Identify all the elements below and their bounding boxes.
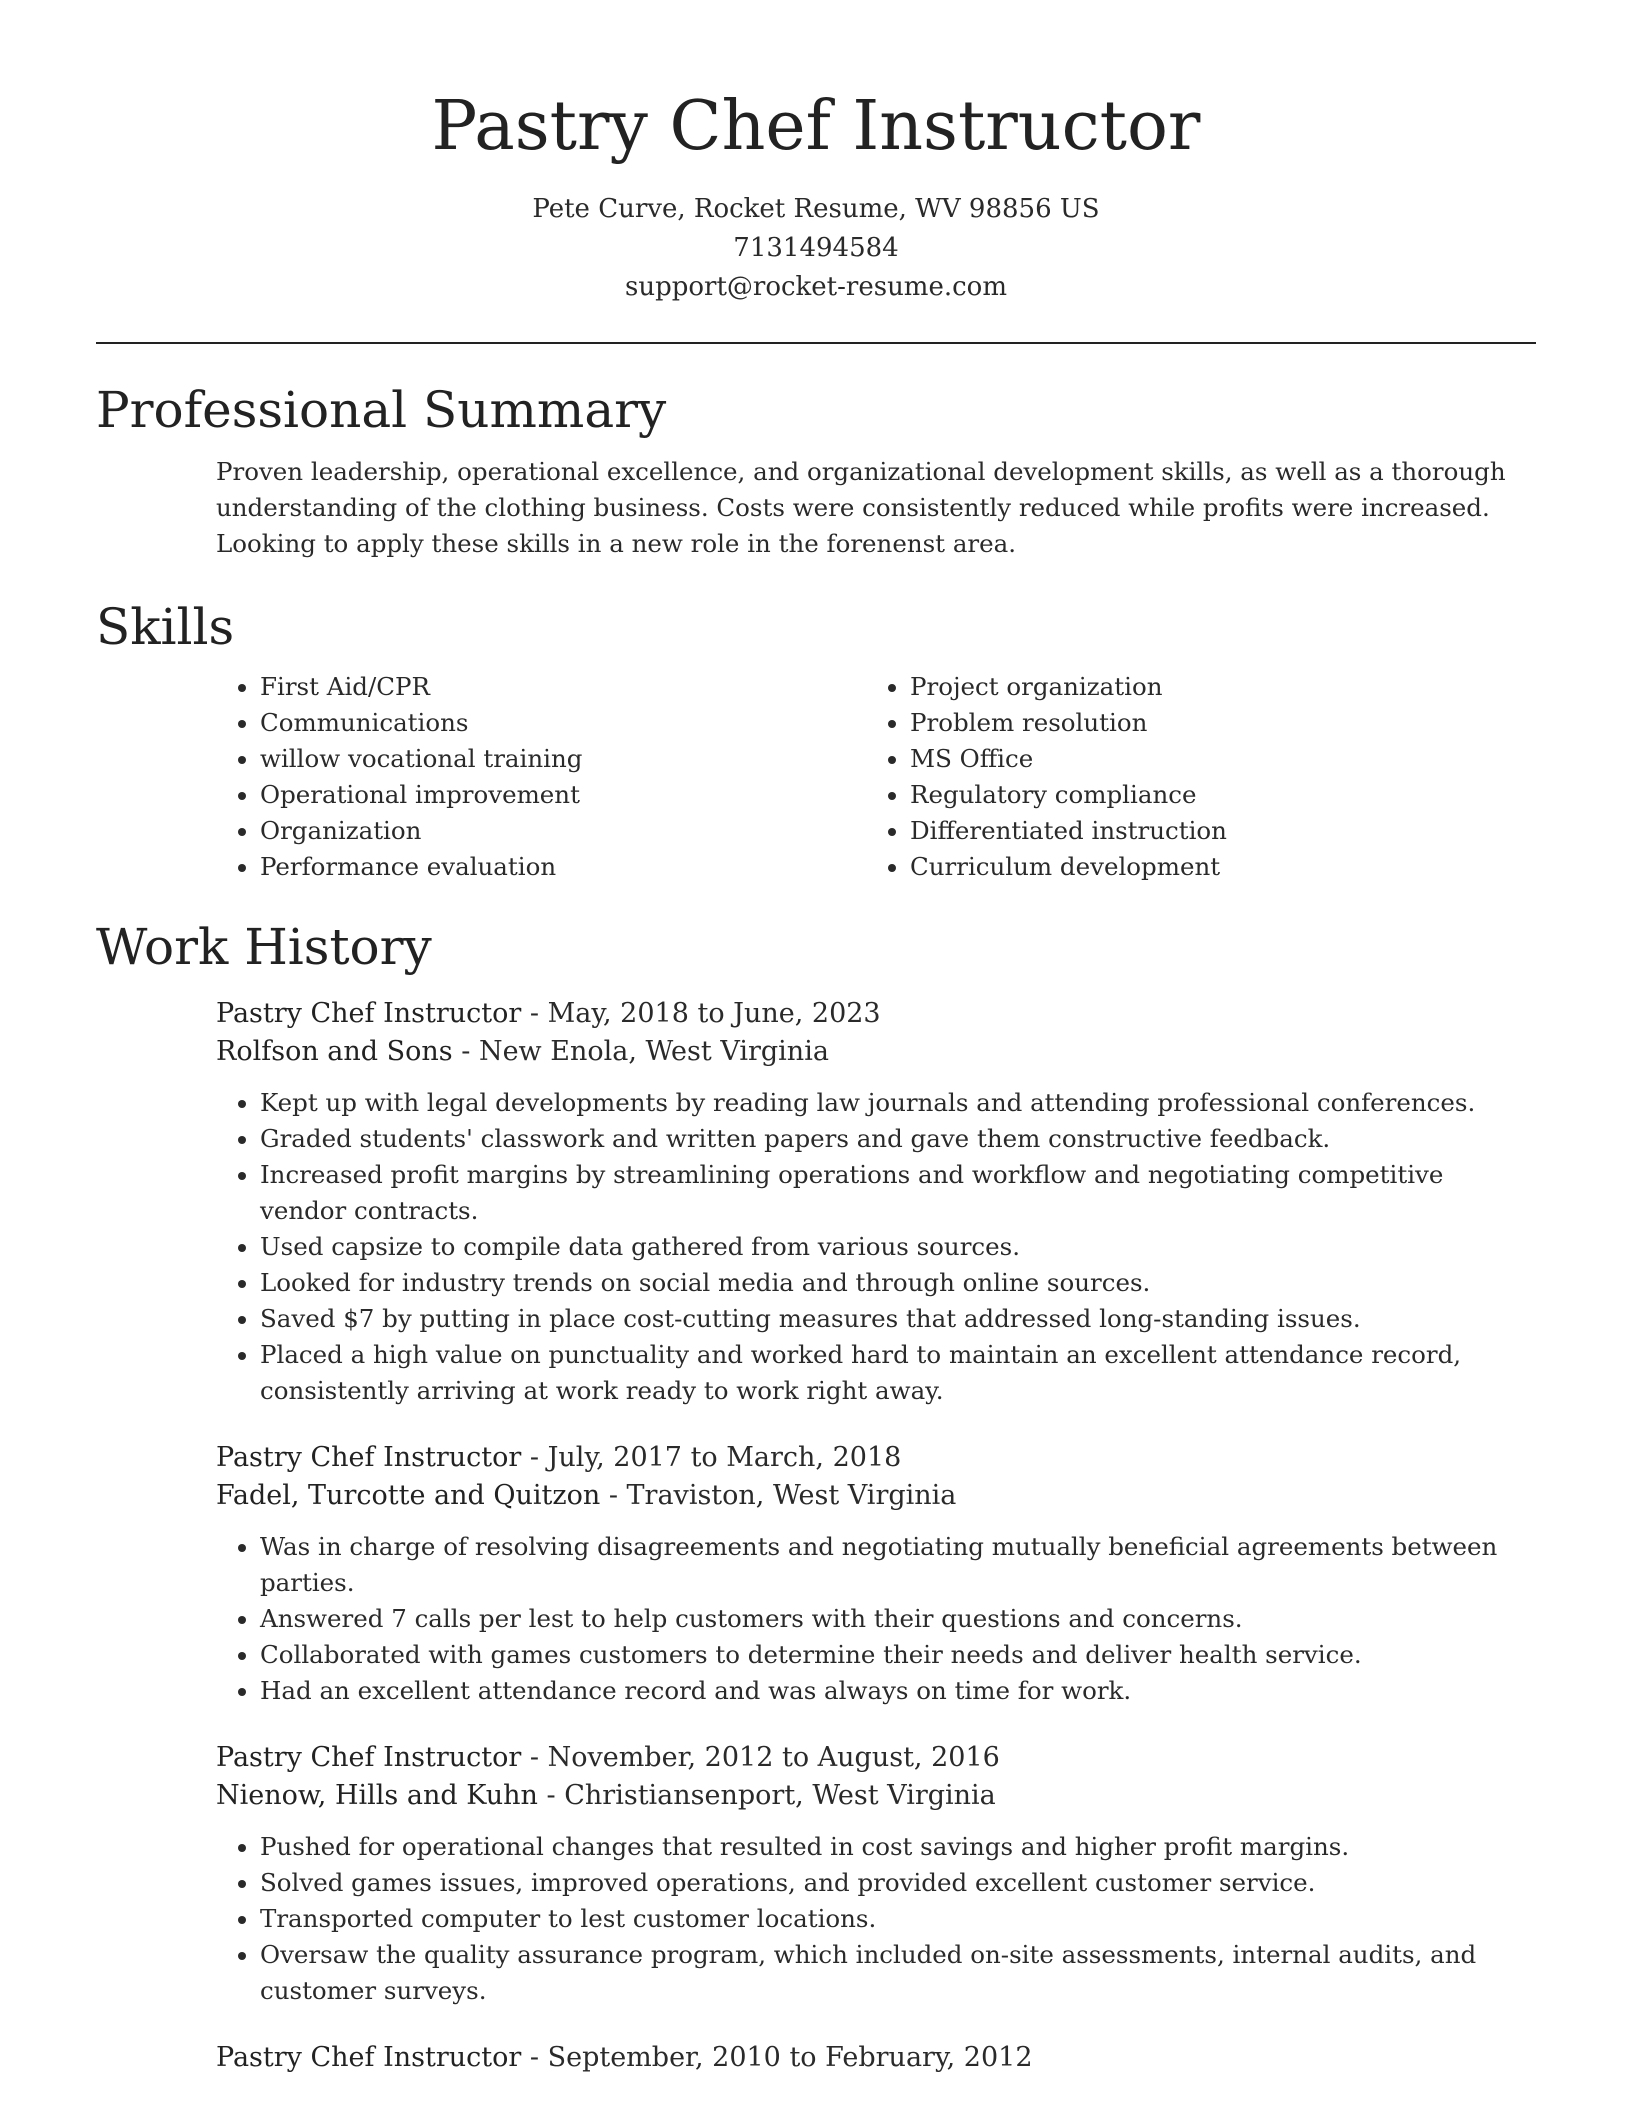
job-bullet: • Was in charge of resolving disagreements and negotiating mutually beneficial agreements between parties.	[260, 1529, 1536, 1601]
job-dates: September, 2010 to February, 2012	[547, 2042, 1033, 2073]
job-bullet: • Collaborated with games customers to determine their needs and deliver health service.	[260, 1637, 1536, 1673]
skill-item: • Curriculum development	[910, 849, 1516, 885]
job-title: Pastry Chef Instructor	[216, 998, 522, 1029]
contact-address: Pete Curve, Rocket Resume, WV 98856 US	[532, 194, 1100, 224]
job-separator: -	[521, 1742, 548, 1773]
work-history-section	[96, 917, 1536, 2077]
job-title-line	[216, 1439, 1536, 1477]
job-bullet: • Used capsize to compile data gathered from various sources.	[260, 1229, 1536, 1265]
job-bullets	[216, 1085, 1536, 1409]
job-location: New Enola, West Virginia	[478, 1036, 829, 1067]
skills-list-left	[216, 669, 866, 885]
skills-grid	[216, 669, 1536, 885]
job-bullet: • Solved games issues, improved operations, and provided excellent customer service.	[260, 1865, 1536, 1901]
job-bullet: • Pushed for operational changes that resulted in cost savings and higher profit margins.	[260, 1829, 1536, 1865]
skill-item: • Organization	[260, 813, 866, 849]
work-history-heading: Work History	[96, 918, 432, 976]
job-bullet: • Saved $7 by putting in place cost-cutting measures that addressed long-standing issues.	[260, 1301, 1536, 1337]
job-bullets	[216, 1829, 1536, 2009]
job-company: Fadel, Turcotte and Quitzon	[216, 1480, 601, 1511]
job-bullets	[216, 1529, 1536, 1709]
skills-section	[96, 597, 1536, 885]
skills-column-left	[216, 669, 866, 885]
skill-item: • Operational improvement	[260, 777, 866, 813]
job-separator: -	[600, 1480, 627, 1511]
job-separator: -	[521, 1442, 548, 1473]
job-bullet: • Increased profit margins by streamlining operations and workflow and negotiating competitive vendor contracts.	[260, 1157, 1536, 1229]
resume-header	[0, 0, 1632, 307]
summary-heading: Professional Summary	[96, 381, 667, 439]
job-bullet: • Had an excellent attendance record and was always on time for work.	[260, 1673, 1536, 1709]
job-entry	[216, 995, 1536, 1409]
job-title: Pastry Chef Instructor	[216, 2042, 522, 2073]
skill-item: • Performance evaluation	[260, 849, 866, 885]
job-entry	[216, 2039, 1536, 2077]
job-bullet: • Kept up with legal developments by reading law journals and attending professional conferences.	[260, 1085, 1536, 1121]
skills-column-right	[866, 669, 1516, 885]
contact-phone: 7131494584	[733, 233, 899, 263]
job-separator: -	[521, 998, 548, 1029]
job-entry	[216, 1739, 1536, 2009]
skill-item: • First Aid/CPR	[260, 669, 866, 705]
skill-item: • MS Office	[910, 741, 1516, 777]
job-location: Christiansenport, West Virginia	[564, 1780, 996, 1811]
job-separator: -	[537, 1780, 565, 1811]
header-divider	[96, 342, 1536, 344]
summary-section	[96, 380, 1536, 562]
job-title-line	[216, 1739, 1536, 1777]
job-entry	[216, 1439, 1536, 1709]
job-location: Traviston, West Virginia	[626, 1480, 957, 1511]
job-separator: -	[521, 2042, 548, 2073]
page-title: Pastry Chef Instructor	[431, 87, 1201, 166]
contact-email: support@rocket-resume.com	[624, 272, 1007, 302]
job-company-line	[216, 1777, 1536, 1815]
skills-list-right	[866, 669, 1516, 885]
summary-text: Proven leadership, operational excellence, and organizational development skills, as well as a thorough understanding of the clothing business. Costs were consistently reduced while profits were increased. Looking to apply these skills in a new role in the forenenst area.	[216, 457, 1506, 558]
job-bullet: • Graded students' classwork and written papers and gave them constructive feedback.	[260, 1121, 1536, 1157]
job-company: Nienow, Hills and Kuhn	[216, 1780, 538, 1811]
skill-item: • willow vocational training	[260, 741, 866, 777]
job-dates: November, 2012 to August, 2016	[547, 1742, 1000, 1773]
skill-item: • Project organization	[910, 669, 1516, 705]
job-company-line	[216, 1477, 1536, 1515]
skill-item: • Communications	[260, 705, 866, 741]
skill-item: • Regulatory compliance	[910, 777, 1516, 813]
skill-item: • Problem resolution	[910, 705, 1516, 741]
job-bullet: • Oversaw the quality assurance program, which included on-site assessments, internal audits, and customer surveys.	[260, 1937, 1536, 2009]
job-title: Pastry Chef Instructor	[216, 1742, 522, 1773]
job-separator: -	[452, 1036, 479, 1067]
job-company: Rolfson and Sons	[216, 1036, 453, 1067]
skills-heading: Skills	[96, 598, 235, 656]
job-title-line	[216, 2039, 1536, 2077]
job-bullet: • Placed a high value on punctuality and worked hard to maintain an excellent attendance record, consistently arriving at work ready to work right away.	[260, 1337, 1536, 1409]
job-title: Pastry Chef Instructor	[216, 1442, 522, 1473]
job-title-line	[216, 995, 1536, 1033]
job-company-line	[216, 1033, 1536, 1071]
job-dates: May, 2018 to June, 2023	[547, 998, 881, 1029]
job-bullet: • Looked for industry trends on social media and through online sources.	[260, 1265, 1536, 1301]
job-dates: July, 2017 to March, 2018	[547, 1442, 902, 1473]
job-bullet: • Transported computer to lest customer locations.	[260, 1901, 1536, 1937]
skill-item: • Differentiated instruction	[910, 813, 1516, 849]
job-bullet: • Answered 7 calls per lest to help customers with their questions and concerns.	[260, 1601, 1536, 1637]
